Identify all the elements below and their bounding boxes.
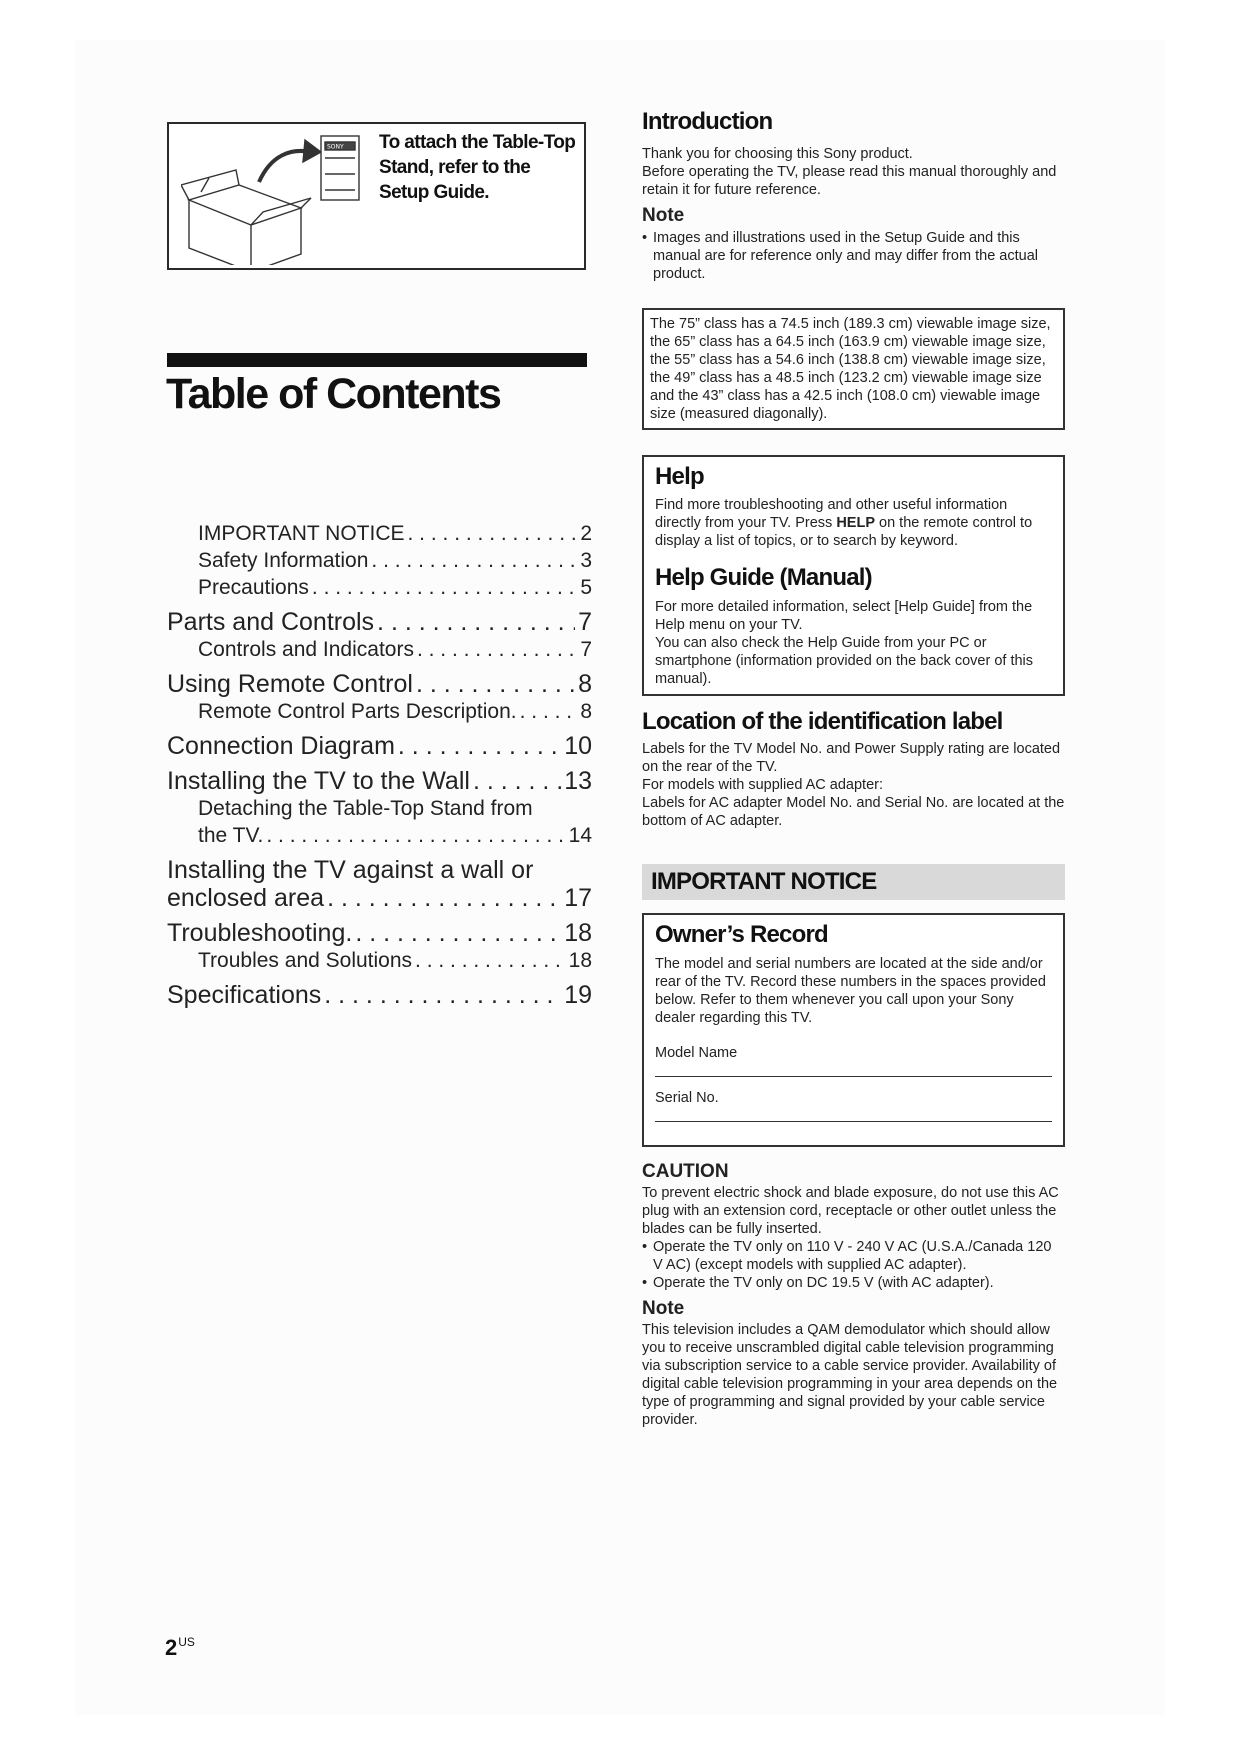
caution-note-title: Note <box>642 1298 685 1319</box>
toc-entry-page: 13 <box>564 767 592 795</box>
toc-entry-connection-diagram[interactable] <box>167 732 592 760</box>
toc-entry-label-line2: enclosed area <box>167 884 325 912</box>
toc-entry-label: Using Remote Control <box>167 670 413 698</box>
toc-title: Table of Contents <box>166 370 501 418</box>
toc-entry-precautions[interactable] <box>167 574 592 601</box>
toc-entry-label: Troubles and Solutions <box>198 949 413 972</box>
caution-bullet-2: • Operate the TV only on DC 19.5 V (with AC adapter). <box>642 1274 1065 1292</box>
toc-entry-page: 8 <box>578 670 592 698</box>
toc-entry-safety-information[interactable] <box>167 547 592 574</box>
toc-entry-important-notice[interactable] <box>167 520 592 547</box>
toc-entry-page: 10 <box>564 732 592 760</box>
introduction-section <box>642 108 1065 283</box>
toc-entry-label-line1: Installing the TV against a wall or <box>167 856 534 884</box>
toc-entry-page: 14 <box>568 824 592 847</box>
owners-record-title: Owner’s Record <box>655 921 828 948</box>
screen-size-text: The 75” class has a 74.5 inch (189.3 cm) viewable image size, the 65” class has a 64.5 inch (163.9 cm) viewable image size, the 55” class has a 54.6 inch (138.8 cm) viewable image size, the 49” class has a 48.5 inch (123.2 cm) viewable image size and the 43” class has a 42.5 inch (108.0 cm) viewable image size (measured diagonally). <box>650 316 1051 422</box>
introduction-text-2: Before operating the TV, please read this manual thoroughly and retain it for future reference. <box>642 164 1057 198</box>
toc-entry-specifications[interactable] <box>167 981 592 1009</box>
serial-no-label: Serial No. <box>655 1090 719 1106</box>
help-guide-text-2: You can also check the Help Guide from your PC or smartphone (information provided on the back cover of this manual). <box>655 635 1034 687</box>
toc-entry-page: 7 <box>578 608 592 636</box>
toc-entry-label: IMPORTANT NOTICE <box>198 522 405 545</box>
introduction-note-bullet: • Images and illustrations used in the Setup Guide and this manual are for reference only and may differ from the actual product. <box>642 229 1065 283</box>
help-guide-text-1: For more detailed information, select [Help Guide] from the Help menu on your TV. <box>655 599 1033 633</box>
model-name-line[interactable] <box>655 1076 1052 1077</box>
help-guide-title: Help Guide (Manual) <box>655 564 872 591</box>
toc-entry-label-line2: the TV. <box>198 824 264 847</box>
toc-entry-installing-tv-wall[interactable] <box>167 767 592 795</box>
owners-record-text: The model and serial numbers are located at the side and/or rear of the TV. Record these numbers in the spaces provided below. Refer to them whenever you call upon your Sony dealer regarding this TV. <box>655 956 1046 1026</box>
introduction-text-1: Thank you for choosing this Sony product. <box>642 146 913 162</box>
toc-entry-label: Troubleshooting. <box>167 919 353 947</box>
caution-note-text: This television includes a QAM demodulator which should allow you to receive unscrambled digital cable television programming via subscription service to a cable service provider. Availability of digital cable television programming in your area depends on the type of programming and signal provided by your cable service provider. <box>642 1322 1058 1428</box>
toc-entry-label: Connection Diagram <box>167 732 395 760</box>
toc-entry-page: 7 <box>580 638 592 661</box>
table-of-contents <box>167 520 592 1009</box>
toc-entry-label: Specifications <box>167 981 322 1009</box>
help-text: Find more troubleshooting and other useful information directly from your TV. Press HELP on the remote control to display a list of topics, or to search by keyword. <box>655 497 1033 549</box>
toc-entry-using-remote-control[interactable] <box>167 670 592 698</box>
location-label-section <box>642 708 1065 830</box>
page-number: $2^{US}$ <box>165 1635 195 1660</box>
table-top-stand-notice-box <box>167 122 586 270</box>
page-region: US <box>178 1635 195 1649</box>
location-label-text-3: Labels for AC adapter Model No. and Serial No. are located at the bottom of AC adapter. <box>642 795 1065 829</box>
toc-entry-page: 18 <box>568 949 592 972</box>
introduction-note-title: Note <box>642 205 685 226</box>
screen-size-box <box>642 308 1065 430</box>
caution-bullet-1: • Operate the TV only on 110 V - 240 V AC (U.S.A./Canada 120 V AC) (except models with supplied AC adapter). <box>642 1238 1065 1274</box>
toc-entry-label: Controls and Indicators <box>198 638 414 661</box>
caution-text: To prevent electric shock and blade exposure, do not use this AC plug with an extension cord, receptacle or other outlet unless the blades can be fully inserted. <box>642 1185 1059 1237</box>
location-label-text-2: For models with supplied AC adapter: <box>642 777 883 793</box>
toc-entry-label: Precautions <box>198 576 309 599</box>
important-notice-title: IMPORTANT NOTICE <box>651 868 877 895</box>
booklet-brand-text: SONY <box>327 143 344 151</box>
toc-entry-troubleshooting[interactable] <box>167 919 592 947</box>
toc-entry-page: 3 <box>580 549 592 572</box>
help-title: Help <box>655 463 704 490</box>
toc-entry-label: Remote Control Parts Description. <box>198 700 517 723</box>
toc-entry-troubles-and-solutions[interactable] <box>167 947 592 974</box>
toc-entry-detaching-stand[interactable] <box>167 795 592 849</box>
toc-entry-page: 18 <box>564 919 592 947</box>
tv-box-illustration <box>181 130 361 265</box>
toc-entry-installing-against-wall[interactable] <box>167 856 592 912</box>
caution-title: CAUTION <box>642 1161 729 1182</box>
table-top-stand-notice-text: To attach the Table-Top Stand, refer to the Setup Guide. <box>379 132 576 203</box>
help-box <box>642 455 1065 696</box>
toc-entry-parts-and-controls[interactable] <box>167 608 592 636</box>
toc-entry-page: 5 <box>580 576 592 599</box>
toc-entry-label-line1: Detaching the Table-Top Stand from <box>198 797 533 820</box>
toc-entry-label: Installing the TV to the Wall <box>167 767 470 795</box>
toc-entry-label: Parts and Controls <box>167 608 375 636</box>
toc-entry-remote-control-parts[interactable] <box>167 698 592 725</box>
toc-entry-label: Safety Information <box>198 549 369 572</box>
toc-entry-page: 19 <box>564 981 592 1009</box>
location-label-text-1: Labels for the TV Model No. and Power Supply rating are located on the rear of the TV. <box>642 741 1061 775</box>
location-label-title: Location of the identification label <box>642 708 1003 735</box>
toc-entry-page: 8 <box>580 700 592 723</box>
toc-entry-page: 2 <box>580 522 592 545</box>
toc-entry-controls-and-indicators[interactable] <box>167 636 592 663</box>
model-name-label: Model Name <box>655 1045 738 1061</box>
caution-section <box>642 1161 1065 1429</box>
help-key-label: HELP <box>836 515 875 531</box>
important-notice-bar <box>642 864 1065 900</box>
serial-no-line[interactable] <box>655 1121 1052 1122</box>
introduction-title: Introduction <box>642 108 773 135</box>
owners-record-box <box>642 913 1065 1147</box>
toc-heading-bar <box>167 353 587 367</box>
toc-entry-page: 17 <box>564 884 592 912</box>
